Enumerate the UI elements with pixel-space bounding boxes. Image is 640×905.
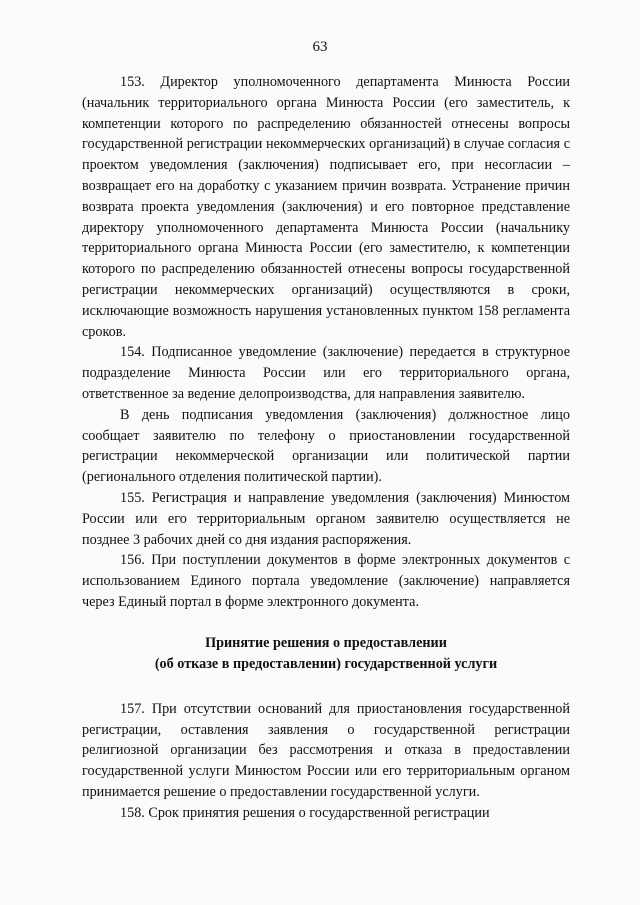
paragraph-154: 154. Подписанное уведомление (заключение) передается в структурное подразделение Минюста России или его территориального органа, ответственное за ведение делопроизводства, для направления заявителю. [82,344,570,402]
section-heading-line-2: (об отказе в предоставлении) государственной услуги [154,655,498,672]
section-heading-line-1: Принятие решения о предоставлении [205,634,447,651]
paragraph-157: 157. При отсутствии оснований для приостановления государственной регистрации, оставления заявления о государственной регистрации религиозной организации без рассмотрения и отказа в предоставлении государственной услуги Минюстом России или его территориальным органом принимается решение о предоставлении государственной услуги. [82,700,570,800]
section-heading [82,633,570,675]
paragraph-156: 156. При поступлении документов в форме электронных документов с использованием Единого портала уведомление (заключение) направляется через Единый портал в форме электронного документа. [82,552,570,610]
paragraph-155: 155. Регистрация и направление уведомления (заключения) Минюстом России или его территориальным органом заявителю осуществляется не позднее 3 рабочих дней со дня издания распоряжения. [82,489,570,548]
paragraph-153: 153. Директор уполномоченного департамента Минюста России (начальник территориального органа Минюста России (его заместитель, к компетенции которого по распределению обязанностей отнесены вопросы государственной регистрации некоммерческих организаций) в случае согласия с проектом уведомления (заключения) подписывает его, при несогласии – возвращает его на доработку с указанием причин возврата. Устранение причин возврата проекта уведомления (заключения) и его повторное представление директору уполномоченного департамента Минюста России (начальнику территориального органа Минюста России (его заместителю, к компетенции которого по распределению обязанностей отнесены вопросы государственной регистрации некоммерческих организаций) осуществляются в сроки, исключающие возможность нарушения установленных пунктом 158 регламента сроков. [82,74,570,340]
paragraph-154-notice: В день подписания уведомления (заключения) должностное лицо сообщает заявителю по телефону о приостановлении государственной регистрации некоммерческой организации или политической партии (регионального отделения политической партии). [82,406,570,486]
document-body [82,72,570,824]
paragraph-158: 158. Срок принятия решения о государственной регистрации [120,804,490,821]
page-number: 63 [312,39,328,55]
